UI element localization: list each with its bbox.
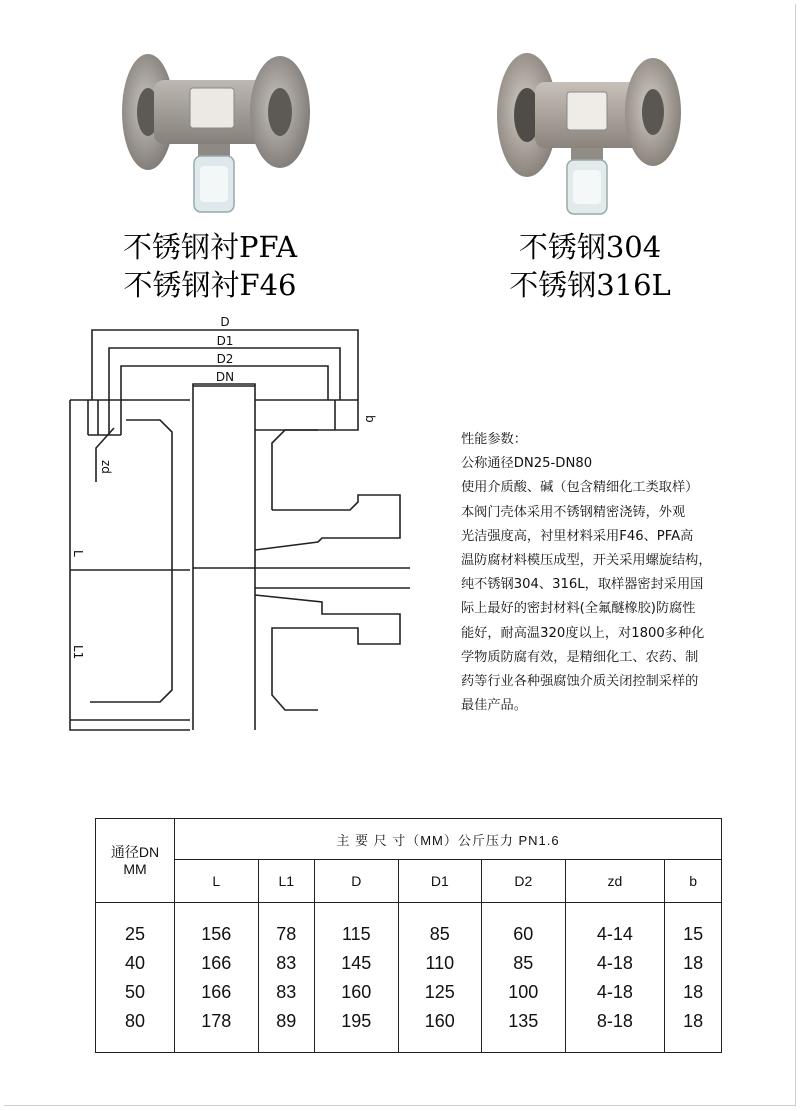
table-cell: 60 [513, 923, 534, 944]
label-dn: DN [215, 370, 235, 384]
table-cell: 166 [201, 952, 232, 973]
spec-line: 纯不锈钢304、316L，取样器密封采用国 [461, 577, 704, 593]
label-d1: D1 [216, 334, 234, 348]
upper-right-passage [272, 430, 318, 510]
table-cell: 83 [276, 952, 297, 973]
valve-illustration-1 [110, 40, 320, 225]
spec-line: 能好，耐高温320度以上，对1800多种化 [461, 625, 705, 641]
caption-line-pfa: 不锈钢衬PFA [122, 230, 298, 264]
label-l1: L1 [71, 645, 85, 660]
dimension-table [95, 818, 722, 1053]
table-cell: 4-18 [596, 981, 633, 1002]
zd-values-cell [565, 903, 665, 1053]
spec-line: 公称通径DN25-DN80 [461, 456, 593, 472]
technical-drawing [60, 310, 420, 750]
d-values-cell [315, 903, 399, 1053]
spec-line: 学物质防腐有效，是精细化工、农药、制 [461, 649, 699, 665]
product-caption-lined [50, 228, 370, 304]
dn-header-line1: 通径DN [110, 843, 160, 860]
spec-line: 际上最好的密封材料(全氟醚橡胶)防腐性 [461, 601, 696, 617]
table-cell: 156 [201, 923, 232, 944]
upper-right-outlet [255, 495, 400, 550]
performance-specs [461, 428, 796, 718]
table-cell: 4-18 [596, 952, 633, 973]
lower-right-passage [255, 595, 400, 710]
caption-line-316l: 不锈钢316L [509, 268, 671, 302]
caption-line-f46: 不锈钢衬F46 [123, 268, 297, 302]
column-header-zd: zd [565, 860, 665, 903]
spec-line: 温防腐材料模压成型，开关采用螺旋结构， [461, 553, 712, 569]
dn-header-line2: MM [123, 860, 147, 877]
spec-line: 光洁强度高，衬里材料采用F46、PFA高 [461, 528, 694, 544]
l-values-cell [175, 903, 259, 1053]
dn-values-cell [96, 903, 175, 1053]
table-cell: 125 [424, 981, 455, 1002]
table-cell: 25 [124, 923, 146, 944]
table-cell: 40 [124, 952, 146, 973]
d2-values-cell [482, 903, 566, 1053]
table-cell: 115 [341, 923, 371, 944]
label-d: D [220, 315, 230, 329]
table-cell: 85 [429, 923, 450, 944]
table-cell: 18 [683, 1010, 704, 1031]
table-cell: 178 [201, 1010, 232, 1031]
label-zd: zd [99, 460, 113, 474]
table-cell: 166 [201, 981, 232, 1002]
table-cell: 145 [341, 952, 372, 973]
label-l: L [71, 550, 85, 557]
table-cell: 8-18 [596, 1010, 633, 1031]
product-image-stainless-valve [485, 40, 695, 225]
l1-values-cell [258, 903, 315, 1053]
label-b: b [363, 415, 377, 423]
table-cell: 160 [424, 1010, 455, 1031]
main-dimensions-header: 主 要 尺 寸（MM）公斤压力 PN1.6 [175, 819, 722, 860]
right-flange-top [255, 400, 358, 430]
table-cell: 160 [341, 981, 372, 1002]
table-cell: 195 [341, 1010, 372, 1031]
table-cell: 15 [683, 923, 704, 944]
label-d2: D2 [216, 352, 234, 366]
table-cell: 89 [276, 1010, 297, 1031]
table-cell: 135 [508, 1010, 539, 1031]
column-header-d2: D2 [482, 860, 566, 903]
spec-line: 药等行业各种强腐蚀介质关闭控制采样的 [461, 674, 699, 690]
table-cell: 18 [683, 952, 704, 973]
dn-header [96, 819, 175, 903]
table-cell: 85 [513, 952, 534, 973]
column-header-d: D [315, 860, 399, 903]
table-cell: 110 [425, 952, 455, 973]
column-header-l: L [175, 860, 259, 903]
spec-line: 使用介质酸、碱（包含精细化工类取样） [461, 480, 699, 496]
table-cell: 18 [683, 981, 704, 1002]
central-stem [193, 386, 255, 730]
product-image-lined-valve [110, 40, 320, 225]
table-cell: 80 [124, 1010, 146, 1031]
table-cell: 100 [508, 981, 539, 1002]
column-header-b: b [665, 860, 722, 903]
caption-line-304: 不锈钢304 [518, 230, 662, 264]
spec-line: 本阀门壳体采用不锈钢精密浇铸，外观 [461, 504, 686, 520]
product-caption-stainless [430, 228, 750, 304]
valve-section-drawing [60, 310, 420, 750]
d1-values-cell [398, 903, 482, 1053]
table-cell: 78 [276, 923, 297, 944]
table-cell: 50 [124, 981, 146, 1002]
table-cell: 83 [276, 981, 297, 1002]
b-values-cell [665, 903, 722, 1053]
column-header-l1: L1 [258, 860, 315, 903]
spec-line: 最佳产品。 [461, 698, 527, 714]
valve-illustration-2 [485, 40, 695, 225]
spec-line: 性能参数： [461, 432, 527, 447]
table-cell: 4-14 [596, 923, 633, 944]
column-header-d1: D1 [398, 860, 482, 903]
